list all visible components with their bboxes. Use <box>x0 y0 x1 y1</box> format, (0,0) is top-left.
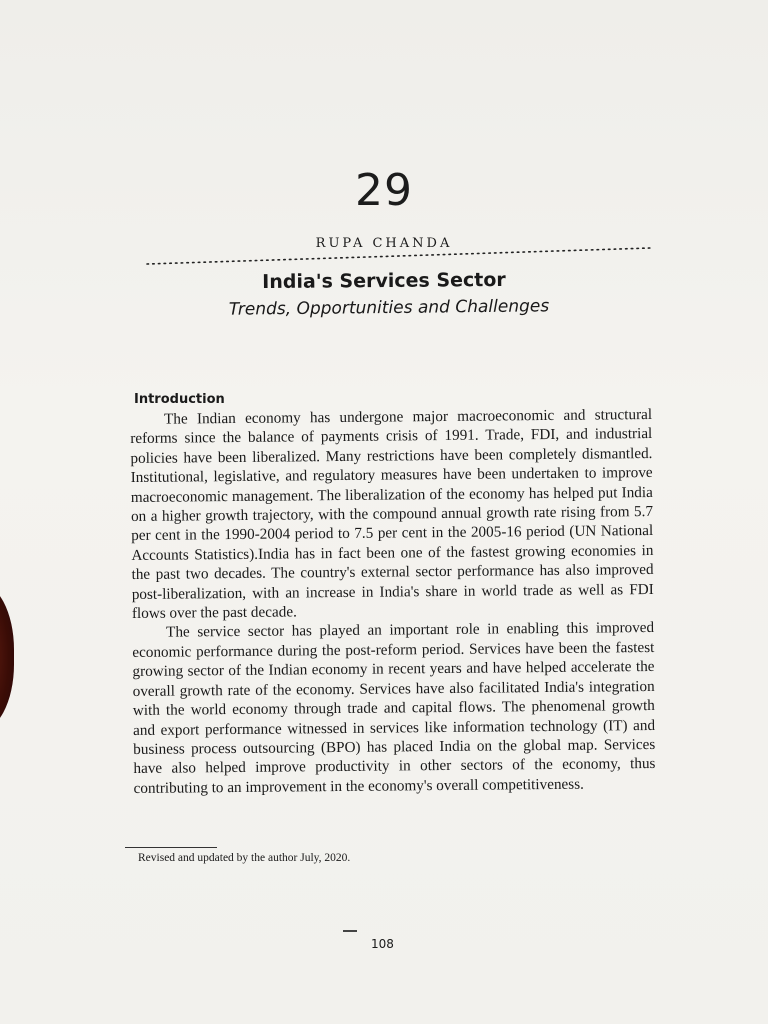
chapter-title: India's Services Sector <box>262 268 506 294</box>
paragraph: The Indian economy has undergone major macroeconomic and structural reforms since the balance of payments crisis of 1991. Trade, FDI, and industrial policies have been liberalized. Many restrictions have been completely dismantled. Institutional, legislative, and regulatory measures have been undertaken to improve macroeconomic management. The liberalization of the economy has helped put India on a higher growth trajectory, with the compound annual growth rate rising from 5.7 per cent in the 1990-2004 period to 7.5 per cent in the 2005-16 period (UN National Accounts Statistics).India has in fact been one of the fastest growing economies in the past two decades. The country's external sector performance has also improved post-liberalization, with an increase in India's share in world trade as well as FDI flows over the past decade. <box>130 405 654 623</box>
chapter-subtitle: Trends, Opportunities and Challenges <box>228 296 550 320</box>
page-dash <box>343 930 357 932</box>
chapter-author: RUPA CHANDA <box>315 236 453 251</box>
chapter-number: 29 <box>355 165 413 216</box>
footnote-rule <box>125 847 217 848</box>
paragraph: The service sector has played an important role in enabling this improved economic performance during the post-reform period. Services have been the fastest growing sector of the Indian economy in recent years and have helped accelerate the overall growth rate of the economy. Services have also facilitated India's integration with the world economy through trade and capital flows. The phenomenal growth and export performance witnessed in services like information technology (IT) and business process outsourcing (BPO) has placed India on the global map. Services have also helped improve productivity in other sectors of the economy, thus contributing to an improvement in the economy's overall competitiveness. <box>132 619 656 797</box>
body-text <box>130 405 656 798</box>
page-edge-mark <box>0 582 14 732</box>
footnote: Revised and updated by the author July, 2020. <box>138 852 351 864</box>
page-number: 108 <box>371 937 394 951</box>
section-heading: Introduction <box>134 392 225 407</box>
